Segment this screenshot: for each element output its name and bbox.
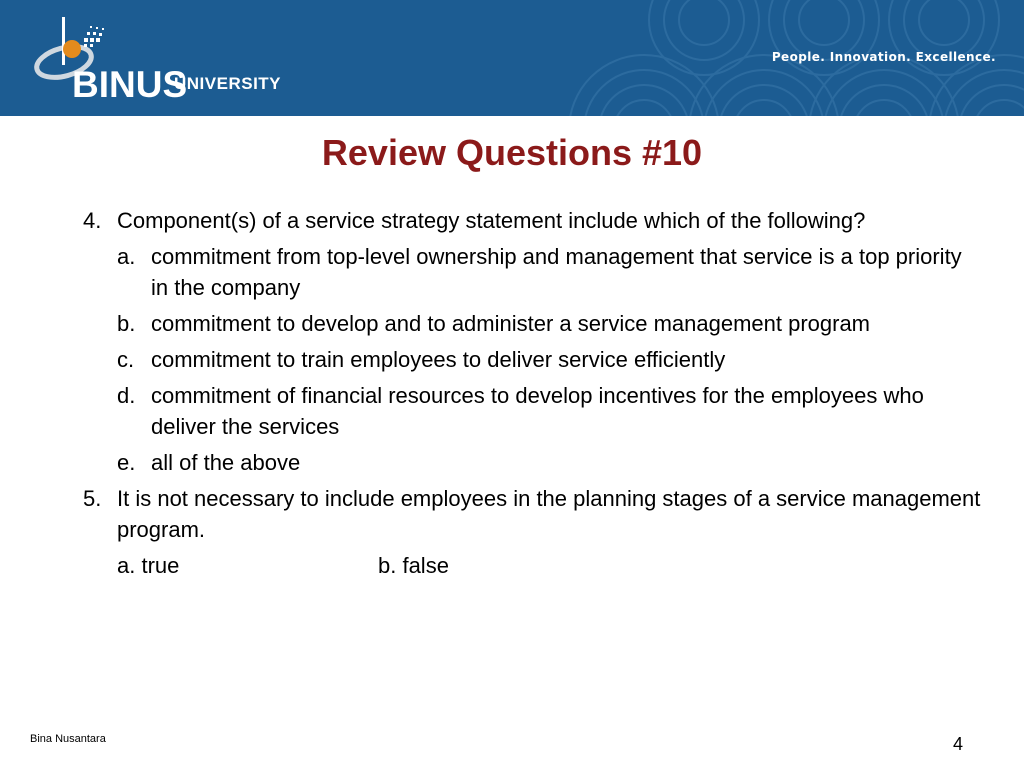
choice-false: b. false <box>378 553 449 578</box>
binus-university-logo <box>22 14 312 104</box>
question-number: 5. <box>83 486 102 511</box>
option-letter: e. <box>117 450 136 475</box>
choice-true: a. true <box>117 553 180 578</box>
option-text: commitment from top-level ownership and management that service is a top priority in the company <box>151 244 962 300</box>
option-letter: c. <box>117 347 135 372</box>
option-c <box>83 344 983 375</box>
question-number: 4. <box>83 208 102 233</box>
option-text: all of the above <box>151 450 301 475</box>
slide-title: Review Questions #10 <box>321 132 703 173</box>
option-letter: b. <box>117 311 136 336</box>
option-text: commitment of financial resources to develop incentives for the employees who deliver the services <box>151 383 924 439</box>
header-banner <box>0 0 1024 116</box>
option-text: commitment to develop and to administer a service management program <box>151 311 871 336</box>
option-letter: a. <box>117 244 136 269</box>
tagline: People. Innovation. Excellence. <box>771 50 996 64</box>
option-a <box>83 241 983 303</box>
question-text: Component(s) of a service strategy statement include which of the following? <box>117 208 866 233</box>
option-text: commitment to train employees to deliver service efficiently <box>151 347 726 372</box>
option-b <box>83 308 983 339</box>
true-false-choices <box>83 550 983 581</box>
page-number: 4 <box>952 734 963 754</box>
option-d <box>83 380 983 442</box>
slide-body <box>83 205 983 581</box>
question-text: It is not necessary to include employees in the planning stages of a service management program. <box>117 486 981 542</box>
footer-institution: Bina Nusantara <box>30 733 106 745</box>
option-letter: d. <box>117 383 136 408</box>
logo-subtext: UNIVERSITY <box>174 74 282 93</box>
question-4 <box>83 205 983 236</box>
option-e <box>83 447 983 478</box>
question-5 <box>83 483 983 545</box>
logo-wordmark: BINUS <box>72 64 188 105</box>
